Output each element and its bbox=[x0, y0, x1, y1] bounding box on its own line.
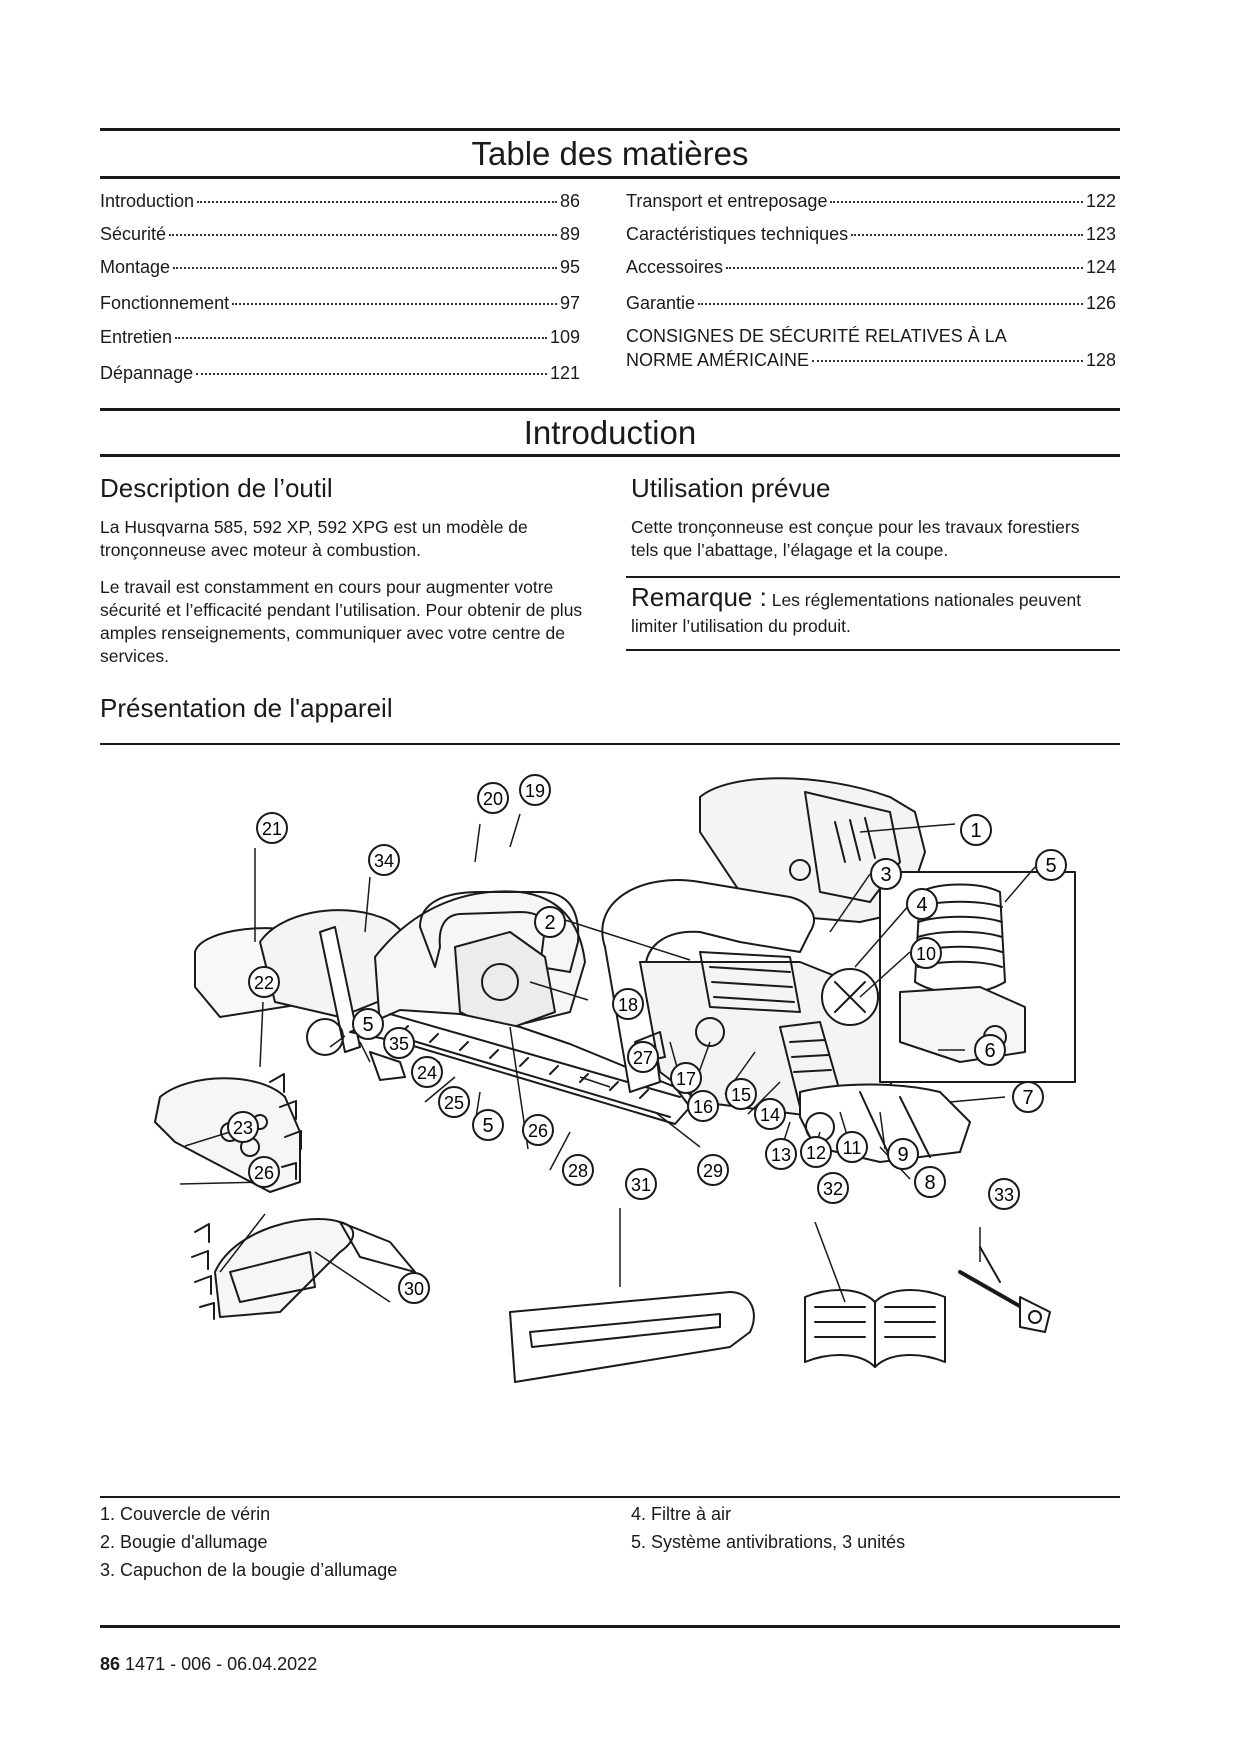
svg-text:3: 3 bbox=[880, 864, 892, 886]
svg-text:26: 26 bbox=[253, 1163, 275, 1183]
svg-text:9: 9 bbox=[897, 1144, 909, 1166]
svg-text:12: 12 bbox=[805, 1143, 827, 1163]
page-number: 86 bbox=[100, 1654, 121, 1674]
svg-text:5: 5 bbox=[362, 1014, 374, 1036]
chain-brake-cover-drawings bbox=[155, 1074, 415, 1319]
callout-25 bbox=[439, 1087, 469, 1117]
svg-text:21: 21 bbox=[261, 819, 283, 839]
callout-22 bbox=[249, 967, 279, 997]
chainsaw-illustration bbox=[100, 752, 1120, 1482]
note-box bbox=[631, 584, 1111, 639]
svg-text:15: 15 bbox=[730, 1085, 752, 1105]
callout-31 bbox=[626, 1169, 656, 1199]
svg-text:26: 26 bbox=[527, 1121, 549, 1141]
toc-title: Table des matières bbox=[471, 135, 749, 172]
intro-title: Introduction bbox=[523, 414, 697, 451]
callout-21 bbox=[257, 813, 287, 843]
svg-text:17: 17 bbox=[675, 1069, 697, 1089]
legend-item: 4. Filtre à air bbox=[631, 1504, 732, 1524]
callout-24 bbox=[412, 1057, 442, 1087]
toc-entry[interactable]: Introduction 86 bbox=[100, 191, 580, 211]
toc-entry[interactable]: Garantie 126 bbox=[626, 293, 1116, 313]
svg-text:27: 27 bbox=[632, 1048, 654, 1068]
description-paragraph-1: La Husqvarna 585, 592 XP, 592 XPG est un modèle de tronçonneuse avec moteur à combustion. bbox=[100, 517, 528, 560]
callout-7 bbox=[1013, 1082, 1043, 1112]
callout-6 bbox=[975, 1035, 1005, 1065]
callout-29 bbox=[698, 1155, 728, 1185]
legend-left bbox=[100, 1500, 600, 1584]
callout-26-right bbox=[523, 1115, 553, 1145]
callout-26-left bbox=[249, 1157, 279, 1187]
svg-text:2: 2 bbox=[544, 912, 556, 934]
toc-entry[interactable]: Caractéristiques techniques 123 bbox=[626, 224, 1116, 244]
svg-text:11: 11 bbox=[842, 1138, 862, 1158]
toc-entry[interactable]: Montage 95 bbox=[100, 257, 580, 277]
svg-text:6: 6 bbox=[984, 1040, 996, 1062]
legend-item: 1. Couvercle de vérin bbox=[100, 1504, 271, 1524]
svg-text:10: 10 bbox=[915, 944, 937, 964]
callout-10 bbox=[911, 938, 941, 968]
callout-13 bbox=[766, 1139, 796, 1169]
callout-19 bbox=[520, 775, 550, 805]
svg-text:24: 24 bbox=[416, 1063, 438, 1083]
toc-entry-line: NORME AMÉRICAINE 128 bbox=[626, 350, 1116, 370]
callout-33 bbox=[989, 1179, 1019, 1209]
svg-text:5: 5 bbox=[1045, 855, 1057, 877]
callout-27 bbox=[628, 1042, 658, 1072]
callout-35 bbox=[384, 1028, 414, 1058]
note-text: Les réglementations nationales peuvent limiter l’utilisation du produit. bbox=[631, 590, 1082, 636]
svg-text:22: 22 bbox=[253, 973, 275, 993]
legend-item: 3. Capuchon de la bougie d’allumage bbox=[100, 1560, 398, 1580]
callout-2 bbox=[535, 907, 565, 937]
callout-18 bbox=[613, 989, 643, 1019]
callout-20 bbox=[478, 783, 508, 813]
toc-top-rule bbox=[100, 128, 1120, 131]
svg-text:32: 32 bbox=[822, 1179, 844, 1199]
callout-16 bbox=[688, 1091, 718, 1121]
svg-text:35: 35 bbox=[388, 1034, 410, 1054]
toc-entry[interactable]: Fonctionnement 97 bbox=[100, 293, 580, 313]
svg-text:31: 31 bbox=[630, 1175, 652, 1195]
callout-17 bbox=[671, 1063, 701, 1093]
callout-23 bbox=[228, 1112, 258, 1142]
callout-32 bbox=[818, 1173, 848, 1203]
footer-rule bbox=[100, 1625, 1120, 1628]
intro-top-rule bbox=[100, 408, 1120, 411]
legend-rule bbox=[100, 1496, 1120, 1498]
svg-text:1: 1 bbox=[970, 820, 982, 842]
toc-entry[interactable]: Accessoires 124 bbox=[626, 257, 1116, 277]
callout-15 bbox=[726, 1079, 756, 1109]
intended-use-heading: Utilisation prévue bbox=[631, 473, 831, 503]
svg-text:8: 8 bbox=[924, 1172, 936, 1194]
svg-text:16: 16 bbox=[692, 1097, 714, 1117]
svg-text:18: 18 bbox=[617, 995, 639, 1015]
note-top-rule bbox=[626, 576, 1120, 578]
svg-text:28: 28 bbox=[567, 1161, 589, 1181]
callout-30 bbox=[399, 1273, 429, 1303]
callout-5-detail bbox=[1036, 850, 1066, 880]
svg-text:7: 7 bbox=[1022, 1087, 1034, 1109]
overview-rule bbox=[100, 743, 1120, 745]
callout-28 bbox=[563, 1155, 593, 1185]
toc-entry[interactable]: Entretien 109 bbox=[100, 327, 580, 347]
toc-entry[interactable]: Dépannage 121 bbox=[100, 363, 580, 383]
svg-text:23: 23 bbox=[232, 1118, 254, 1138]
toc-entry-multiline[interactable] bbox=[626, 324, 1116, 371]
note-bottom-rule bbox=[626, 649, 1120, 651]
description-paragraph-2: Le travail est constamment en cours pour augmenter votre sécurité et l’efficacité pendant l’utilisation. Pour obtenir de plus amples renseignements, communiquer avec votre centre de services. bbox=[100, 577, 583, 666]
svg-text:30: 30 bbox=[403, 1279, 425, 1299]
callout-14 bbox=[755, 1099, 785, 1129]
overview-heading: Présentation de l'appareil bbox=[100, 693, 393, 723]
svg-text:13: 13 bbox=[770, 1145, 792, 1165]
svg-text:5: 5 bbox=[482, 1115, 494, 1137]
guide-bar-cover-drawing bbox=[510, 1292, 754, 1382]
toc-title-rule bbox=[100, 176, 1120, 179]
svg-text:25: 25 bbox=[443, 1093, 465, 1113]
callout-11 bbox=[837, 1132, 867, 1162]
callout-3 bbox=[871, 859, 901, 889]
svg-text:20: 20 bbox=[482, 789, 504, 809]
svg-text:29: 29 bbox=[702, 1161, 724, 1181]
note-label: Remarque : bbox=[631, 582, 767, 612]
svg-text:14: 14 bbox=[759, 1105, 781, 1125]
description-heading: Description de l’outil bbox=[100, 473, 333, 503]
intended-use-paragraph: Cette tronçonneuse est conçue pour les travaux forestiers tels que l’abattage, l’élagage et la coupe. bbox=[631, 517, 1080, 560]
legend-right bbox=[631, 1500, 1111, 1556]
toc-entry[interactable]: Sécurité 89 bbox=[100, 224, 580, 244]
intro-title-rule bbox=[100, 454, 1120, 457]
operator-manual-drawing bbox=[805, 1290, 945, 1367]
toc-entry-line: CONSIGNES DE SÉCURITÉ RELATIVES À LA bbox=[626, 326, 1007, 346]
legend-item: 5. Système antivibrations, 3 unités bbox=[631, 1532, 906, 1552]
legend-item: 2. Bougie d'allumage bbox=[100, 1532, 268, 1552]
callout-34 bbox=[369, 845, 399, 875]
callout-4 bbox=[907, 889, 937, 919]
svg-text:34: 34 bbox=[373, 851, 395, 871]
callout-12 bbox=[801, 1137, 831, 1167]
callout-8 bbox=[915, 1167, 945, 1197]
svg-text:33: 33 bbox=[993, 1185, 1015, 1205]
callout-5-bottom bbox=[473, 1110, 503, 1140]
toc-entry[interactable]: Transport et entreposage 122 bbox=[626, 191, 1116, 211]
document-reference: 1471 - 006 - 06.04.2022 bbox=[125, 1654, 318, 1674]
page-footer bbox=[100, 1654, 317, 1675]
spanner-drawing bbox=[960, 1247, 1050, 1332]
callout-1 bbox=[961, 815, 991, 845]
callout-9 bbox=[888, 1139, 918, 1169]
svg-text:4: 4 bbox=[916, 894, 928, 916]
callout-5-left bbox=[353, 1009, 383, 1039]
svg-text:19: 19 bbox=[524, 781, 546, 801]
